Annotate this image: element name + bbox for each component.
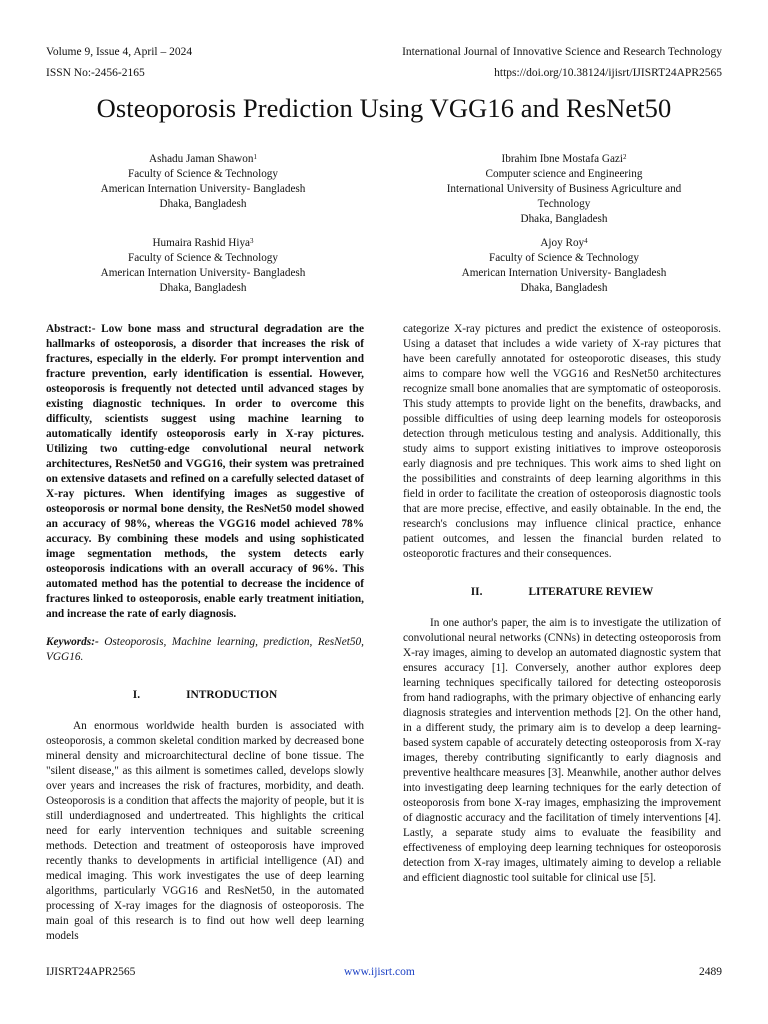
volume-info: Volume 9, Issue 4, April – 2024 <box>46 46 193 58</box>
issn: ISSN No:-2456-2165 <box>46 67 145 79</box>
right-column <box>403 322 721 886</box>
author-affiliation: Dhaka, Bangladesh <box>159 198 247 210</box>
literature-review-text: In one author's paper, the aim is to investigate the utilization of convolutional neural networks (CNNs) in detecting osteoporosis from X-ray images, aiming to develop an automated diagnostic system that ensures accuracy [1]. Conversely, another author explores deep learning techniques specifically tailored for detecting osteoporosis from hand radiographs, with the primary objective of enhancing early diagnosis strategies and intervention methods [2]. On the other hand, in a different study, the primary aim is to develop a deep learning-based system capable of accurately detecting osteoporosis from X-ray images, thereby contributing significantly to early diagnosis and preventive healthcare measures [3]. Meanwhile, another author delves into investigating deep learning techniques for the early detection of osteoporosis from bone X-ray images, emphasizing the improvement of diagnostic accuracy and the facilitation of timely interventions [4]. Lastly, a separate study aims to evaluate the feasibility and effectiveness of employing deep learning techniques for osteoporosis detection from X-ray images, ultimately aiming to develop a reliable and efficient diagnostic tool suitable for clinical use [5]. <box>403 617 721 884</box>
author-affiliation: Dhaka, Bangladesh <box>520 213 608 225</box>
author-affiliation: American Internation University- Bangladesh <box>100 183 306 195</box>
author-affiliation: Dhaka, Bangladesh <box>520 282 608 294</box>
footer-website-link[interactable]: www.ijisrt.com <box>344 966 415 978</box>
paper-title: Osteoporosis Prediction Using VGG16 and ResNet50 <box>96 93 672 123</box>
author-affiliation: Faculty of Science & Technology <box>127 168 278 180</box>
author-block-4 <box>409 236 719 296</box>
author-affiliation: Faculty of Science & Technology <box>127 252 278 264</box>
keywords: Keywords:- Osteoporosis, Machine learning, prediction, ResNet50, VGG16. <box>46 636 364 663</box>
author-name: Humaira Rashid Hiya$^3$ <box>152 237 254 249</box>
author-name: Ajoy Roy$^4$ <box>540 237 588 249</box>
section-heading-introduction: I. INTRODUCTION <box>132 689 278 701</box>
author-block-2 <box>409 152 719 227</box>
author-name: Ibrahim Ibne Mostafa Gazi$^2$ <box>501 153 627 165</box>
introduction-continuation: categorize X-ray pictures and predict the existence of osteoporosis. Using a dataset that includes a wide variety of X-ray pictures that have been carefully annotated for osteoporotic diseases, this study aims to compare how well the VGG16 and ResNet50 architectures recognize small bone anomalies that are symptomatic of osteoporosis. This study attempts to provide light on the benefits, drawbacks, and possible difficulties of using deep learning models for osteoporosis detection through meticulous testing and analysis. Additionally, this study aims to support existing initiatives to improve osteoporosis early diagnosis and pre techniques. This work aims to shed light on the possibilities and constraints of deep learning algorithms in this field in order to facilitate the creation of osteoporosis diagnostic tools that are more precise, effective, and easily obtainable. In the end, the research's conclusions may influence clinical practice, enhance patient outcomes, and lessen the financial burden related to osteoporotic fractures and their consequences. <box>403 323 721 560</box>
author-affiliation: American Internation University- Bangladesh <box>100 267 306 279</box>
author-affiliation: Dhaka, Bangladesh <box>159 282 247 294</box>
author-affiliation: Technology <box>537 198 591 210</box>
journal-name: International Journal of Innovative Science and Research Technology <box>402 46 722 58</box>
author-affiliation: International University of Business Agriculture and <box>446 183 682 195</box>
doi-link[interactable]: https://doi.org/10.38124/ijisrt/IJISRT24APR2565 <box>494 67 722 79</box>
introduction-text: An enormous worldwide health burden is associated with osteoporosis, a common skeletal condition marked by decreased bone mineral density and microarchitectural decline of bone tissue. The "silent disease," as this ailment is sometimes called, develops slowly over years and increases the risk of fractures, morbidity, and death. Osteoporosis is a condition that affects the majority of people, but it is still underdiagnosed and undertreated. This highlights the critical need for early intervention techniques and suitable screening methods. Detection and treatment of osteoporosis have improved recently thanks to developments in artificial intelligence (AI) and medical imaging. This work investigates the use of deep learning algorithms, particularly VGG16 and ResNet50, in the automated processing of X-ray images for the diagnosis of osteoporosis. The main goal of this research is to find out how well deep learning models <box>46 720 364 942</box>
page-number: 2489 <box>699 966 722 978</box>
author-block-3 <box>48 236 358 296</box>
abstract: Abstract:- Low bone mass and structural degradation are the hallmarks of osteoporosis, a disorder that increases the risk of fractures, especially in the elderly. For prompt intervention and fracture prevention, early identification is essential. However, osteoporosis is frequently not detected until advanced stages by existing diagnostic techniques. In order to overcome this difficulty, scientists suggest using machine learning to automatically identify osteoporosis early in X-ray pictures. Utilizing two cutting-edge convolutional neural network architectures, ResNet50 and VGG16, their system was pretrained on extensive datasets and refined on a carefully selected dataset of X-ray pictures. When identifying images as suggestive of osteoporosis or normal bone density, the ResNet50 model showed an accuracy of 98%, whereas the VGG16 model achieved 78% accuracy. By combining these models and using sophisticated image segmentation methods, the system detects early osteoporosis indications with an overall accuracy of 96%. This automated method has the potential to decrease the incidence of fractures linked to osteoporosis, enable early treatment initiation, and increase the rate of early diagnosis. <box>46 323 364 620</box>
author-affiliation: American Internation University- Bangladesh <box>461 267 667 279</box>
author-affiliation: Computer science and Engineering <box>485 168 643 180</box>
left-column <box>46 322 364 944</box>
footer-paper-id: IJISRT24APR2565 <box>46 966 136 978</box>
author-name: Ashadu Jaman Shawon$^1$ <box>149 153 257 165</box>
author-affiliation: Faculty of Science & Technology <box>488 252 639 264</box>
author-block-1 <box>48 152 358 212</box>
section-heading-literature-review: II. LITERATURE REVIEW <box>470 586 654 598</box>
